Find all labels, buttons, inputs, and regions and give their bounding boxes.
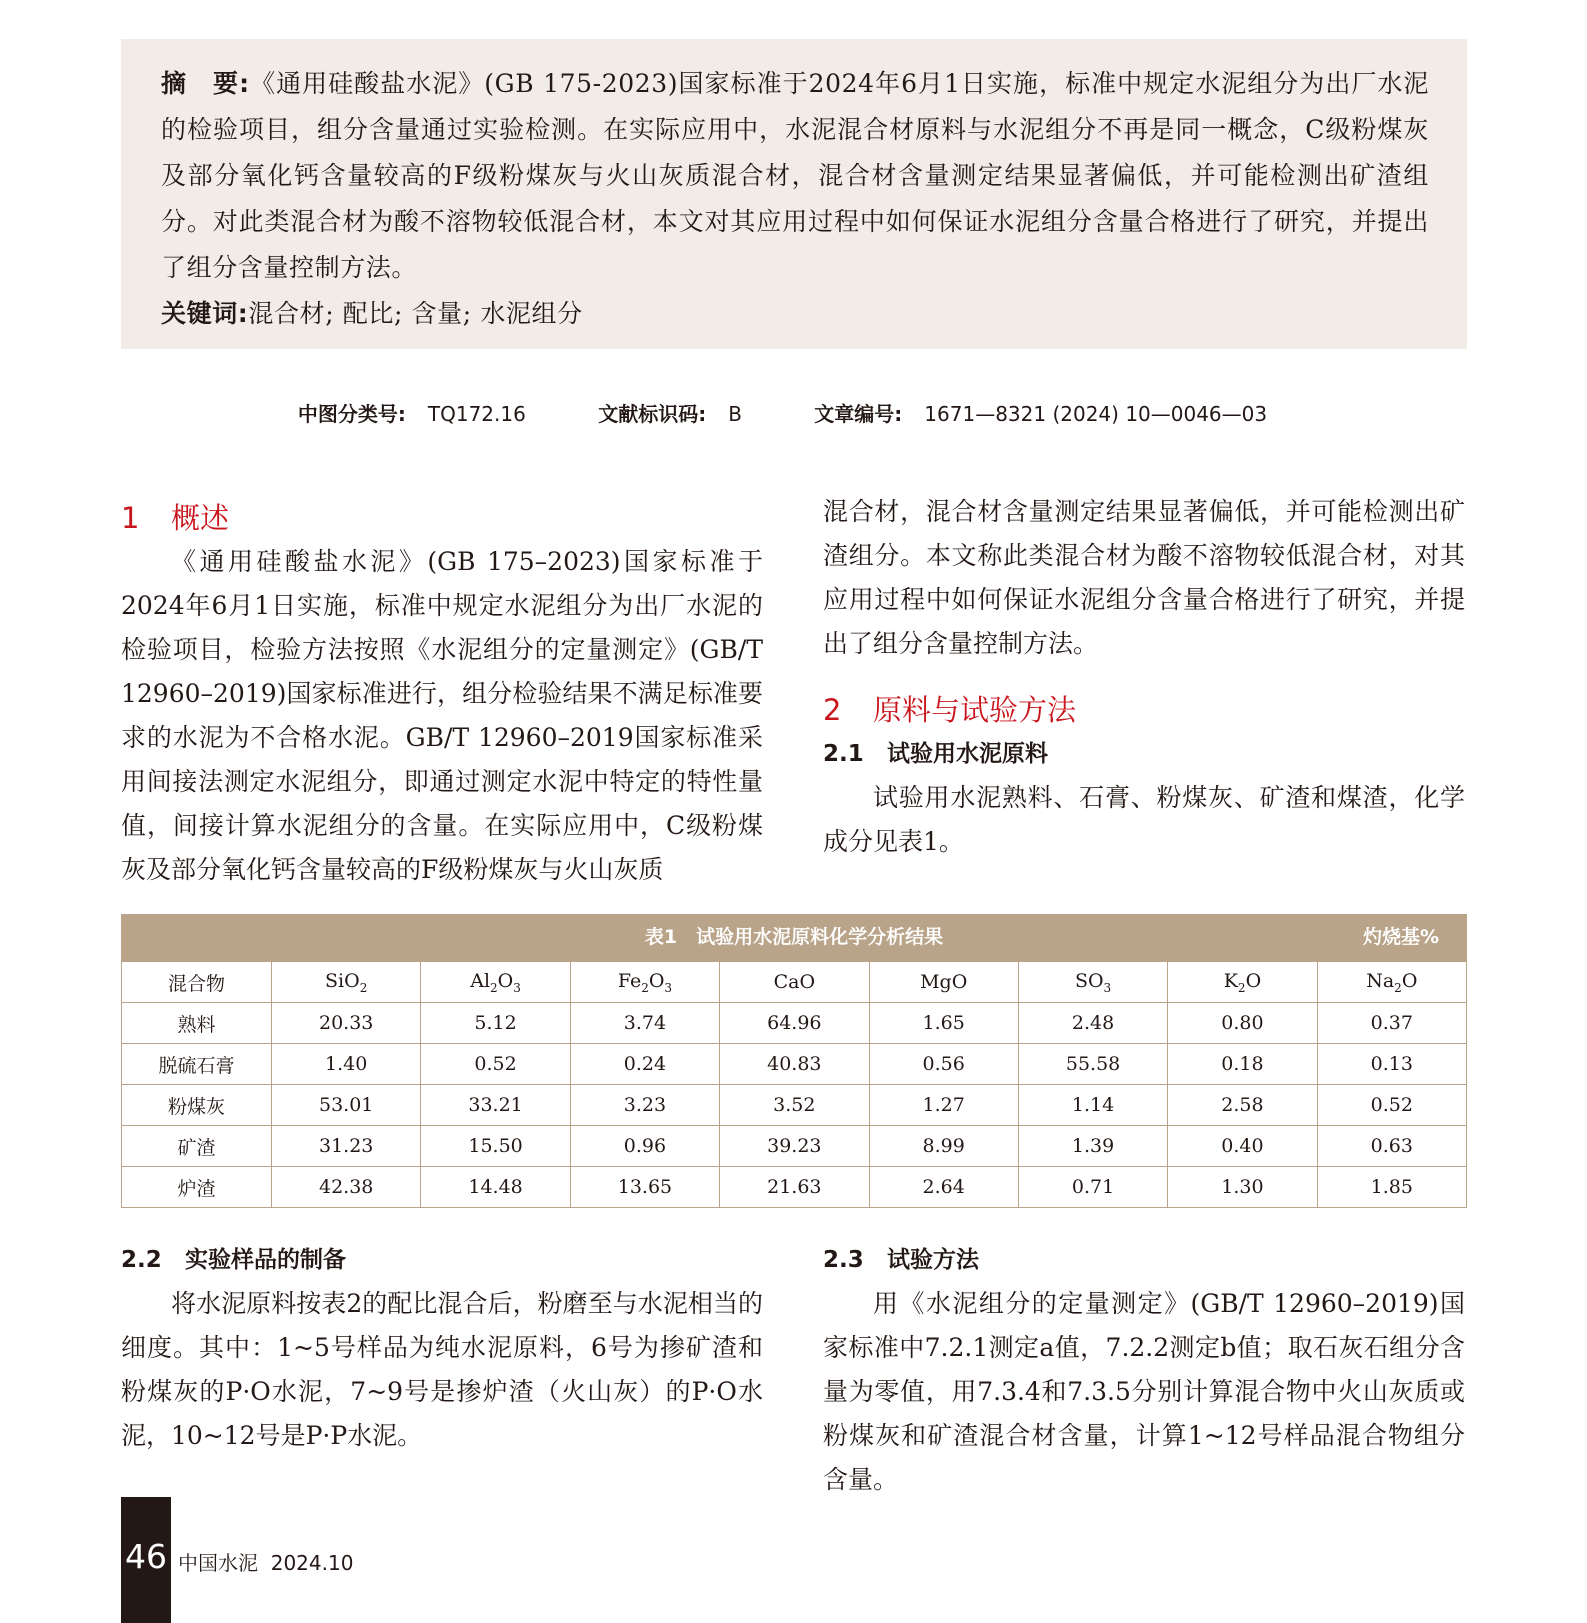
abstract-paragraph — [161, 61, 1429, 291]
table-1-unit: 灼烧基% — [1362, 926, 1439, 948]
keywords-line — [161, 291, 1429, 337]
value-cell: 21.63 — [720, 1167, 869, 1208]
section-2-3-heading: 2.3 试验方法 — [823, 1247, 979, 1273]
value-cell: 3.23 — [570, 1085, 719, 1126]
article-number: 文章编号: 1671—8321 (2024) 10—0046—03 — [814, 402, 1268, 426]
section-2-2-paragraph: 将水泥原料按表2的配比混合后，粉磨至与水泥相当的细度。其中：1~5号样品为纯水泥原料，6号为掺矿渣和粉煤灰的P·O水泥，7~9号是掺炉渣（火山灰）的P·O水泥，10~12号是P·P水泥。 — [121, 1289, 763, 1450]
value-cell: 39.23 — [720, 1126, 869, 1167]
formula-part: 3 — [664, 980, 673, 995]
value-cell: 0.71 — [1018, 1167, 1167, 1208]
value-cell: 0.24 — [570, 1044, 719, 1085]
value-cell: 13.65 — [570, 1167, 719, 1208]
header-cell — [1168, 962, 1317, 1003]
header-cell — [272, 962, 421, 1003]
value-cell: 31.23 — [272, 1126, 421, 1167]
header-cell — [1317, 962, 1466, 1003]
value-cell: 0.52 — [421, 1044, 570, 1085]
row-label-cell: 熟料 — [122, 1003, 272, 1044]
section-2-1-paragraph: 试验用水泥熟料、石膏、粉煤灰、矿渣和煤渣，化学成分见表1。 — [823, 783, 1465, 856]
value-cell: 0.56 — [869, 1044, 1018, 1085]
formula-part: Fe — [617, 969, 642, 992]
table-header-row — [122, 962, 1467, 1003]
value-cell: 55.58 — [1018, 1044, 1167, 1085]
formula-part: 3 — [1103, 980, 1112, 995]
table-row — [122, 1085, 1467, 1126]
value-cell: 2.48 — [1018, 1003, 1167, 1044]
header-cell — [421, 962, 570, 1003]
header-cell — [720, 962, 869, 1003]
table-1 — [121, 914, 1467, 1208]
formula-part: CaO — [773, 971, 816, 993]
page-number: 46 — [125, 1537, 167, 1576]
table-1-title: 表1 试验用水泥原料化学分析结果 — [644, 926, 944, 948]
left-column-top — [121, 496, 763, 892]
value-cell: 15.50 — [421, 1126, 570, 1167]
value-cell: 0.63 — [1317, 1126, 1466, 1167]
value-cell: 1.40 — [272, 1044, 421, 1085]
value-cell: 0.40 — [1168, 1126, 1317, 1167]
value-cell: 1.27 — [869, 1085, 1018, 1126]
formula-part: 2 — [1394, 980, 1402, 995]
value-cell: 1.14 — [1018, 1085, 1167, 1126]
doc-code: 文献标识码: B — [598, 402, 742, 426]
table-row — [122, 1003, 1467, 1044]
value-cell: 20.33 — [272, 1003, 421, 1044]
article-meta — [0, 398, 1587, 427]
value-cell: 0.96 — [570, 1126, 719, 1167]
value-cell: 5.12 — [421, 1003, 570, 1044]
section-1-heading: 1 概述 — [121, 501, 230, 535]
value-cell: 1.65 — [869, 1003, 1018, 1044]
formula-part: SiO — [325, 969, 360, 992]
formula-part: O — [1245, 969, 1262, 992]
formula-part: O — [648, 969, 665, 992]
section-2-1-heading: 2.1 试验用水泥原料 — [823, 741, 1048, 767]
row-label-cell: 脱硫石膏 — [122, 1044, 272, 1085]
value-cell: 0.52 — [1317, 1085, 1466, 1126]
value-cell: 64.96 — [720, 1003, 869, 1044]
value-cell: 8.99 — [869, 1126, 1018, 1167]
section-2-3-paragraph: 用《水泥组分的定量测定》(GB/T 12960–2019)国家标准中7.2.1测定a值，7.2.2测定b值；取石灰石组分含量为零值，用7.3.4和7.3.5分别计算混合物中火山灰质或粉煤灰和矿渣混合材含量，计算1~12号样品混合物组分含量。 — [823, 1289, 1465, 1494]
formula-part: 2 — [1237, 980, 1246, 995]
formula-part: O — [497, 969, 514, 992]
value-cell: 2.58 — [1168, 1085, 1317, 1126]
header-cell — [570, 962, 719, 1003]
value-cell: 1.85 — [1317, 1167, 1466, 1208]
right-column-top — [823, 490, 1465, 864]
section-2-heading: 2 原料与试验方法 — [823, 693, 1077, 727]
section-2-2-heading: 2.2 实验样品的制备 — [121, 1247, 346, 1273]
abstract-box — [121, 39, 1467, 349]
left-column-bottom — [121, 1238, 763, 1458]
journal-issue: 中国水泥 2024.10 — [178, 1551, 354, 1575]
table-row — [122, 1126, 1467, 1167]
header-cell — [1018, 962, 1167, 1003]
formula-part: Na — [1366, 969, 1395, 992]
table-row — [122, 1167, 1467, 1208]
value-cell: 53.01 — [272, 1085, 421, 1126]
value-cell: 0.13 — [1317, 1044, 1466, 1085]
value-cell: 40.83 — [720, 1044, 869, 1085]
row-label-cell: 矿渣 — [122, 1126, 272, 1167]
value-cell: 1.39 — [1018, 1126, 1167, 1167]
abstract-text: 《通用硅酸盐水泥》(GB 175-2023)国家标准于2024年6月1日实施，标准中规定水泥组分为出厂水泥的检验项目，组分含量通过实验检测。在实际应用中，水泥混合材原料与水泥组分不再是同一概念，C级粉煤灰及部分氧化钙含量较高的F级粉煤灰与火山灰质混合材，混合材含量测定结果显著偏低，并可能检测出矿渣组分。对此类混合材为酸不溶物较低混合材，本文对其应用过程中如何保证水泥组分含量合格进行了研究，并提出了组分含量控制方法。 — [161, 69, 1429, 282]
row-label-cell: 炉渣 — [122, 1167, 272, 1208]
formula-part: K — [1223, 969, 1238, 992]
formula-part: 2 — [641, 980, 649, 995]
keywords-text: 混合材; 配比; 含量; 水泥组分 — [248, 299, 583, 328]
formula-part: Al — [470, 969, 491, 992]
value-cell: 0.18 — [1168, 1044, 1317, 1085]
section-1-paragraph: 《通用硅酸盐水泥》(GB 175–2023)国家标准于2024年6月1日实施，标准中规定水泥组分为出厂水泥的检验项目，检验方法按照《水泥组分的定量测定》(GB/T 12960–2019)国家标准进行，组分检验结果不满足标准要求的水泥为不合格水泥。GB/T 12960–2019国家标准采用间接法测定水泥组分，即通过测定水泥中特定的特性量值，间接计算水泥组分的含量。在实际应用中，C级粉煤灰及部分氧化钙含量较高的F级粉煤灰与火山灰质 — [121, 547, 763, 884]
value-cell: 3.52 — [720, 1085, 869, 1126]
formula-part: 2 — [490, 980, 498, 995]
table-row — [122, 1044, 1467, 1085]
value-cell: 0.80 — [1168, 1003, 1317, 1044]
value-cell: 1.30 — [1168, 1167, 1317, 1208]
section-1-paragraph-continued: 混合材，混合材含量测定结果显著偏低，并可能检测出矿渣组分。本文称此类混合材为酸不溶物较低混合材，对其应用过程中如何保证水泥组分含量合格进行了研究，并提出了组分含量控制方法。 — [823, 497, 1465, 658]
formula-part: O — [1401, 969, 1418, 992]
clc-code: 中图分类号: TQ172.16 — [297, 402, 526, 426]
formula-part: 2 — [359, 980, 368, 995]
header-cell: 混合物 — [122, 962, 272, 1003]
formula-part: MgO — [920, 971, 968, 993]
value-cell: 14.48 — [421, 1167, 570, 1208]
header-cell — [869, 962, 1018, 1003]
value-cell: 33.21 — [421, 1085, 570, 1126]
formula-part: 3 — [513, 980, 521, 995]
keywords-label: 关键词: — [161, 299, 249, 328]
value-cell: 2.64 — [869, 1167, 1018, 1208]
right-column-bottom — [823, 1238, 1465, 1502]
value-cell: 42.38 — [272, 1167, 421, 1208]
row-label-cell: 粉煤灰 — [122, 1085, 272, 1126]
value-cell: 3.74 — [570, 1003, 719, 1044]
table-1-title-bar — [121, 914, 1467, 961]
abstract-label: 摘 要: — [161, 69, 250, 98]
value-cell: 0.37 — [1317, 1003, 1466, 1044]
table-1-grid — [121, 961, 1467, 1208]
formula-part: SO — [1074, 969, 1104, 992]
